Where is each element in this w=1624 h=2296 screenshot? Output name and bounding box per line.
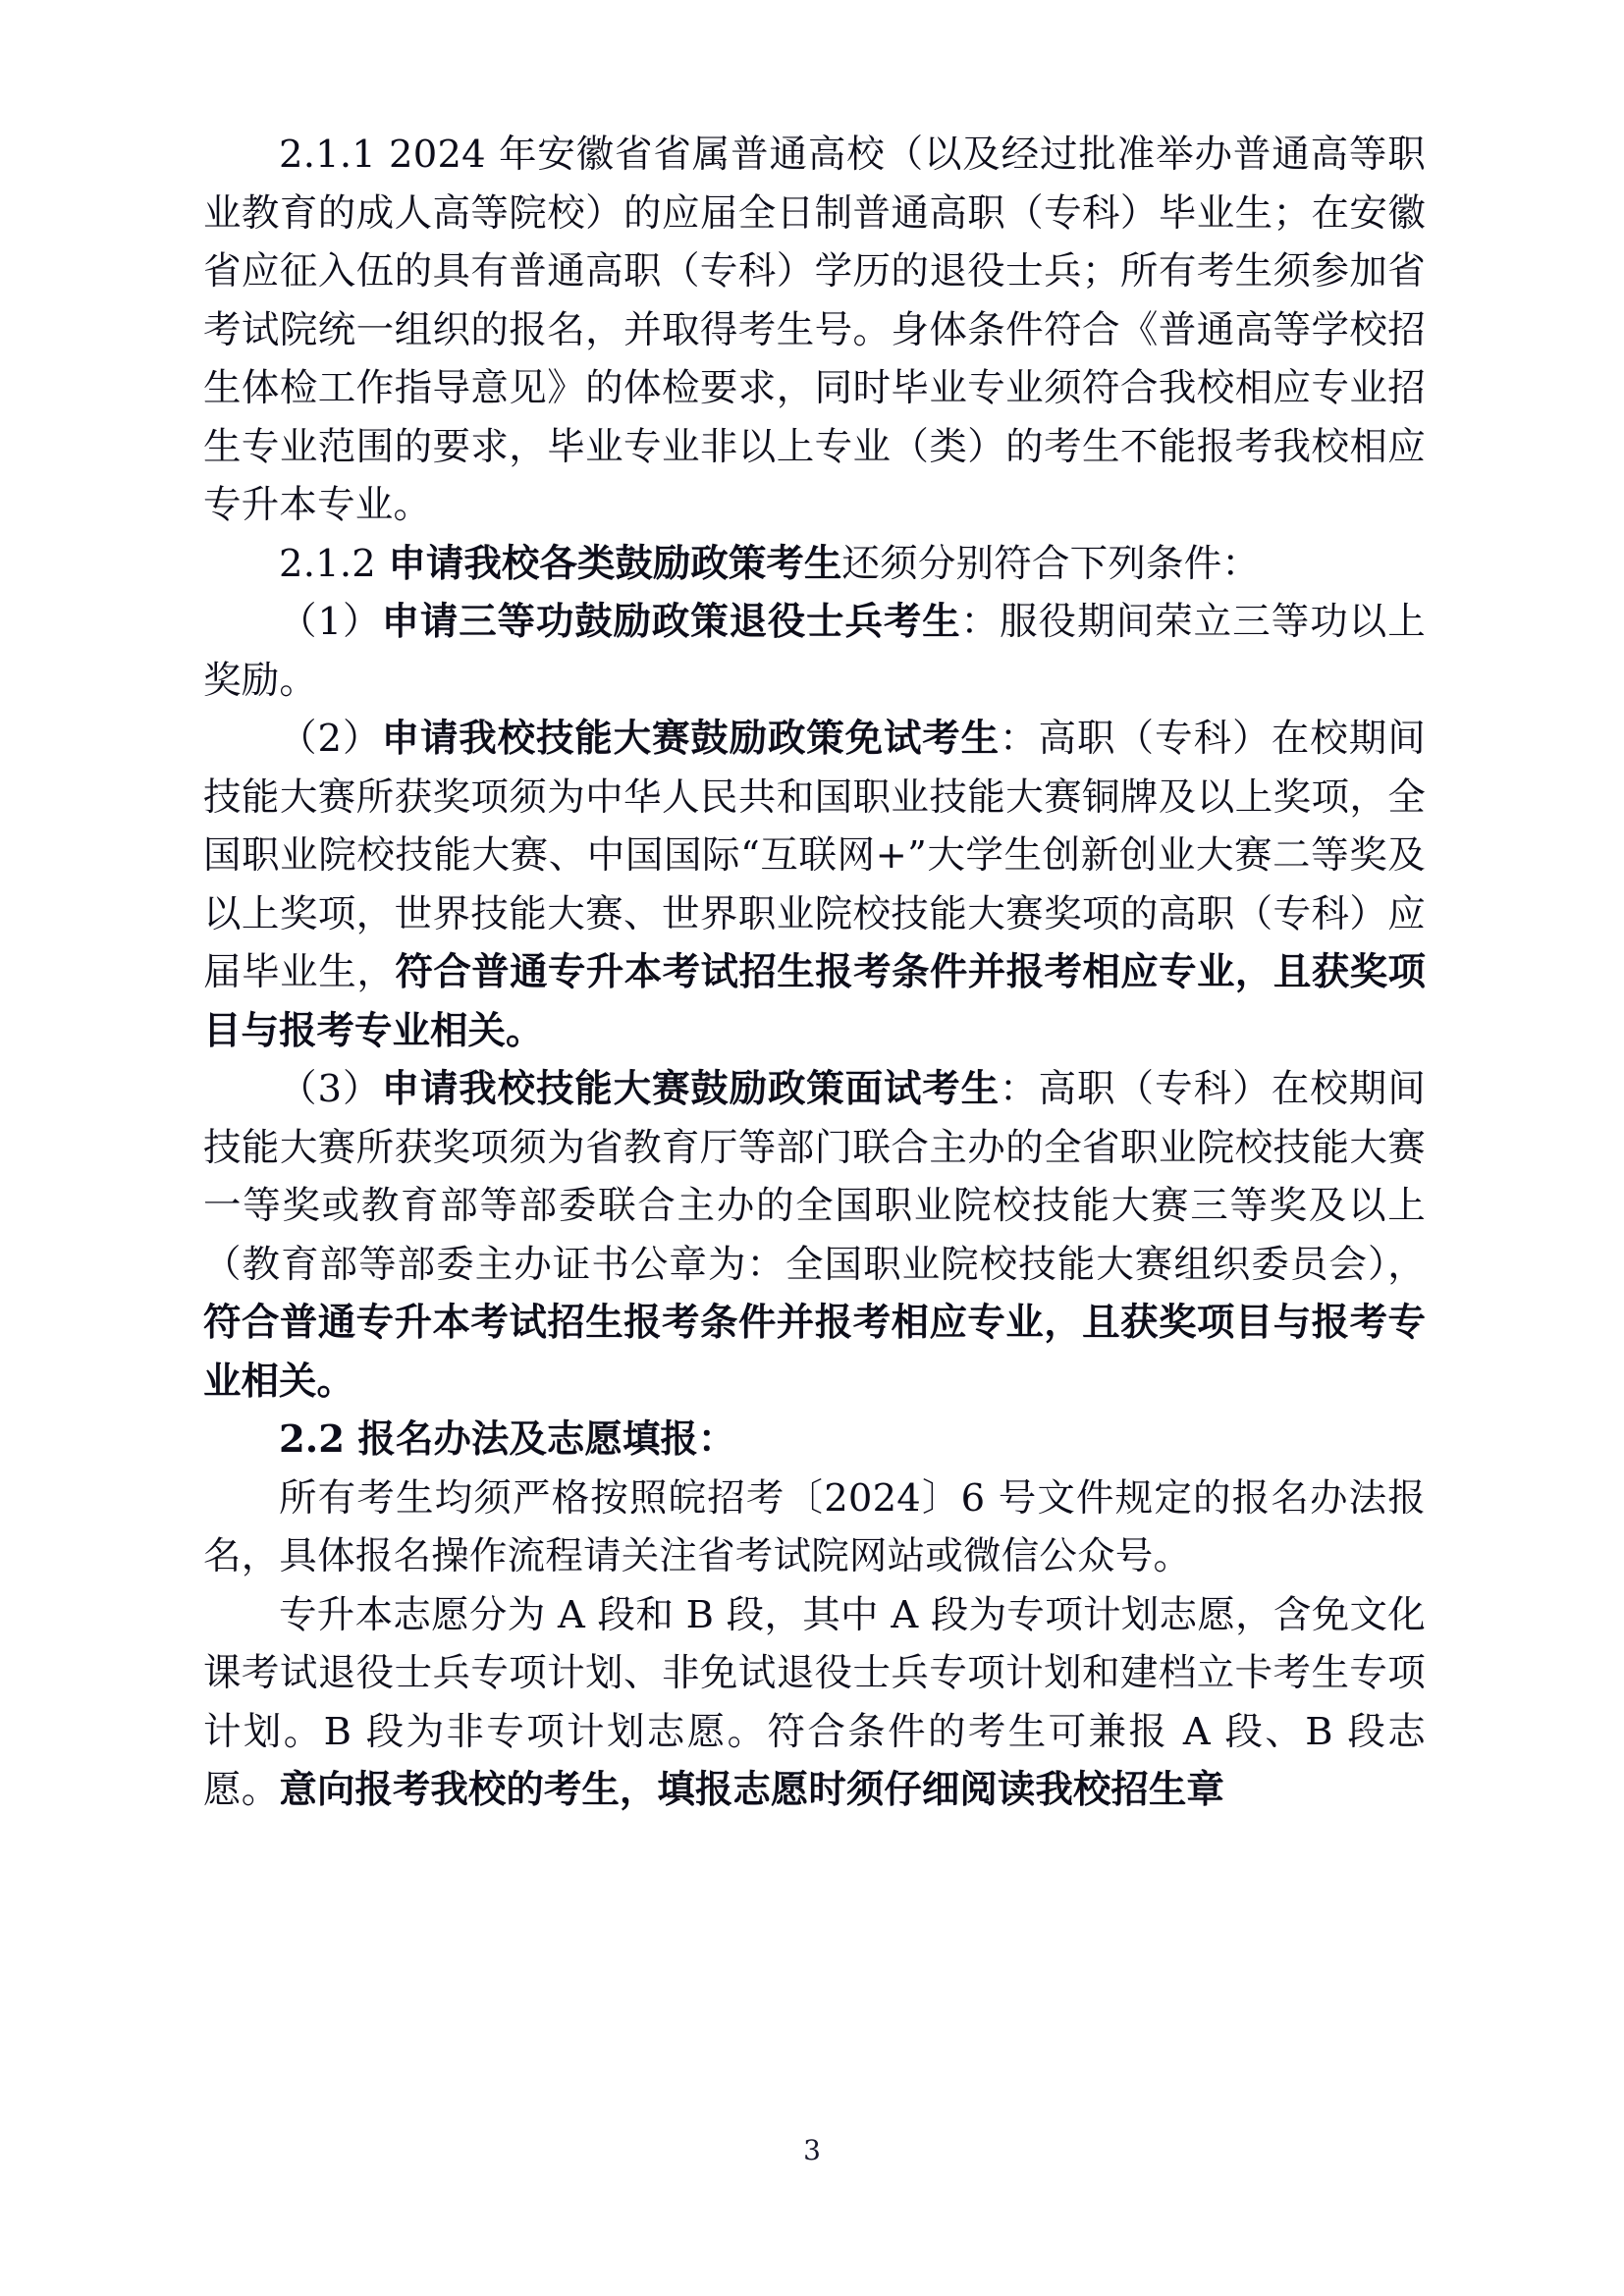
run-text: ：高职（专科）在校期间技能大赛所获奖项须为中华人民共和国职业技能大赛铜牌及以上奖项，全国职业院校技能大赛、中国国际“互联网+”大学生创新创业大赛二等奖及以上奖项，世界技能大赛、世界职业院校技能大赛奖项的高职（专科）应届毕业生， [203, 717, 1426, 994]
paragraph-2-2-body-1 [203, 1469, 1426, 1586]
paragraph-heading-2-2 [203, 1411, 1426, 1469]
run-text-bold: 意向报考我校的考生，填报志愿时须仔细阅读我校招生章 [279, 1768, 1224, 1812]
run-text: ：高职（专科）在校期间技能大赛所获奖项须为省教育厅等部门联合主办的全省职业院校技能大赛一等奖或教育部等部委联合主办的全国职业院校技能大赛三等奖及以上（教育部等部委主办证书公章为：全国职业院校技能大赛组织委员会）， [203, 1067, 1426, 1287]
page-number: 3 [803, 2134, 821, 2166]
run-text-bold: 申请三等功鼓励政策退役士兵考生 [381, 600, 961, 644]
paragraph-item-2 [203, 710, 1426, 1060]
document-body [203, 126, 1426, 1820]
run-text: 还须分别符合下列条件： [841, 541, 1261, 586]
run-text: 专升本志愿分为 A 段和 B 段，其中 A 段为专项计划志愿，含免文化课考试退役士兵专项计划、非免试退役士兵专项计划和建档立卡考生专项计划。B 段为非专项计划志愿。符合条件的考生可兼报 A 段、B 段志愿。 [203, 1592, 1426, 1812]
run-text-bold: 2.2 报名办法及志愿填报： [279, 1417, 736, 1462]
paragraph-2-2-body-2 [203, 1586, 1426, 1820]
run-text: 2.1.2 [279, 541, 389, 586]
run-text-bold: 申请我校技能大赛鼓励政策面试考生 [381, 1067, 1000, 1111]
paragraph-2-1-1 [203, 126, 1426, 535]
run-text: 2.1.1 2024 年安徽省省属普通高校（以及经过批准举办普通高等职业教育的成人高等院校）的应届全日制普通高职（专科）毕业生；在安徽省应征入伍的具有普通高职（专科）学历的退役士兵；所有考生须参加省考试院统一组织的报名，并取得考生号。身体条件符合《普通高等学校招生体检工作指导意见》的体检要求，同时毕业专业须符合我校相应专业招生专业范围的要求，毕业专业非以上专业（类）的考生不能报考我校相应专升本专业。 [203, 133, 1426, 527]
run-text: （1） [279, 600, 382, 644]
run-text-bold: 符合普通专升本考试招生报考条件并报考相应专业，且获奖项目与报考专业相关。 [203, 1301, 1426, 1404]
run-text-bold: 申请我校技能大赛鼓励政策免试考生 [381, 717, 1000, 761]
run-text: ：服役期间荣立三等功以上奖励。 [203, 600, 1426, 703]
run-text: （2） [279, 717, 382, 761]
run-text: （3） [279, 1067, 382, 1111]
run-text-bold: 申请我校各类鼓励政策考生 [388, 541, 842, 586]
paragraph-item-1 [203, 593, 1426, 710]
run-text: 所有考生均须严格按照皖招考〔2024〕6 号文件规定的报名办法报名，具体报名操作流程请关注省考试院网站或微信公众号。 [203, 1475, 1426, 1578]
run-text-bold: 符合普通专升本考试招生报考条件并报考相应专业，且获奖项目与报考专业相关。 [203, 950, 1426, 1053]
paragraph-item-3 [203, 1060, 1426, 1411]
paragraph-2-1-2 [203, 535, 1426, 594]
